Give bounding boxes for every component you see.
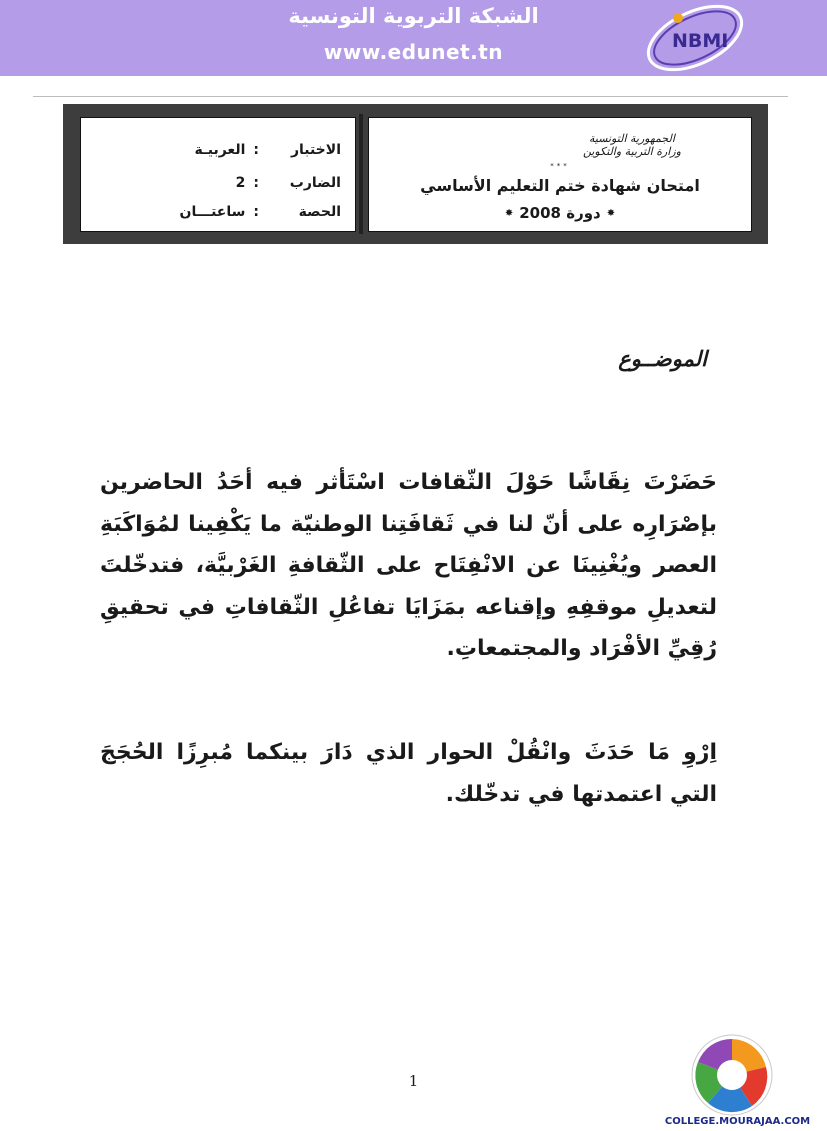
ministry-line1: الجمهورية التونسية xyxy=(589,132,675,145)
ministry-stars: *** xyxy=(550,162,570,170)
mourajaa-logo-icon xyxy=(682,1030,782,1120)
session-text: دورة 2008 xyxy=(519,204,601,222)
coefficient-row xyxy=(236,175,341,191)
subject-row xyxy=(194,142,341,158)
ministry-block xyxy=(583,132,681,158)
duration-colon: : xyxy=(253,204,259,220)
subject-label: الاختبار xyxy=(290,142,341,158)
bullet-icon: ✸ xyxy=(504,208,514,219)
header-rule xyxy=(33,96,788,97)
duration-label: الحصة xyxy=(298,204,341,220)
header-divider xyxy=(359,114,363,234)
banner-title: الشبكة التربوية التونسية xyxy=(288,4,539,28)
coefficient-colon: : xyxy=(253,175,259,191)
site-url[interactable]: COLLEGE.MOURAJAA.COM xyxy=(664,1116,811,1127)
page-number: 1 xyxy=(408,1072,419,1090)
nbmi-logo-text: NBMI xyxy=(672,30,729,52)
coefficient-value: 2 xyxy=(235,175,246,191)
duration-value: ساعتـــان xyxy=(179,204,246,220)
bullet-icon: ✸ xyxy=(606,208,616,219)
duration-row xyxy=(180,204,341,220)
exam-title-panel xyxy=(368,117,752,232)
subject-value: العربيـة xyxy=(194,142,246,158)
exam-title: امتحان شهادة ختم التعليم الأساسي xyxy=(420,176,700,195)
nbmi-logo-icon xyxy=(640,4,750,72)
exam-info-panel xyxy=(80,117,356,232)
session-line xyxy=(369,204,751,222)
banner-url[interactable]: www.edunet.tn xyxy=(323,40,504,64)
topic-instruction: اِرْوِ مَا حَدَثَ وانْقُلْ الحوار الذي دَارَ بينكما مُبرِزًا الحُجَجَ التي اعتمدتها في تدخّلك. xyxy=(100,740,717,807)
coefficient-label: الضارب xyxy=(289,175,341,191)
subject-colon: : xyxy=(253,142,259,158)
topic-body: حَضَرْتَ نِقَاشًا حَوْلَ الثّقافات اسْتَأثر فيه أحَدُ الحاضرين بإصْرَارِه على أنّ لنا في ثَقافَتِنا الوطنيّة ما يَكْفِينا لمُوَاكَبَةِ العصر ويُغْنِينَا عن الانْفِتَاح على الثّقافةِ الغَرْبيَّة، فتدخّلتَ لتعديلِ موقفِهِ وإقناعه بمَزَايَا تفاعُلِ الثّقافاتِ في تحقيقِ رُقِيِّ الأفْرَاد والمجتمعاتِ. xyxy=(100,470,717,661)
top-banner xyxy=(0,0,827,76)
ministry-line2: وزارة التربية والتكوين xyxy=(582,145,681,158)
exam-header xyxy=(63,104,768,244)
topic-heading: الموضــوع xyxy=(618,346,707,371)
